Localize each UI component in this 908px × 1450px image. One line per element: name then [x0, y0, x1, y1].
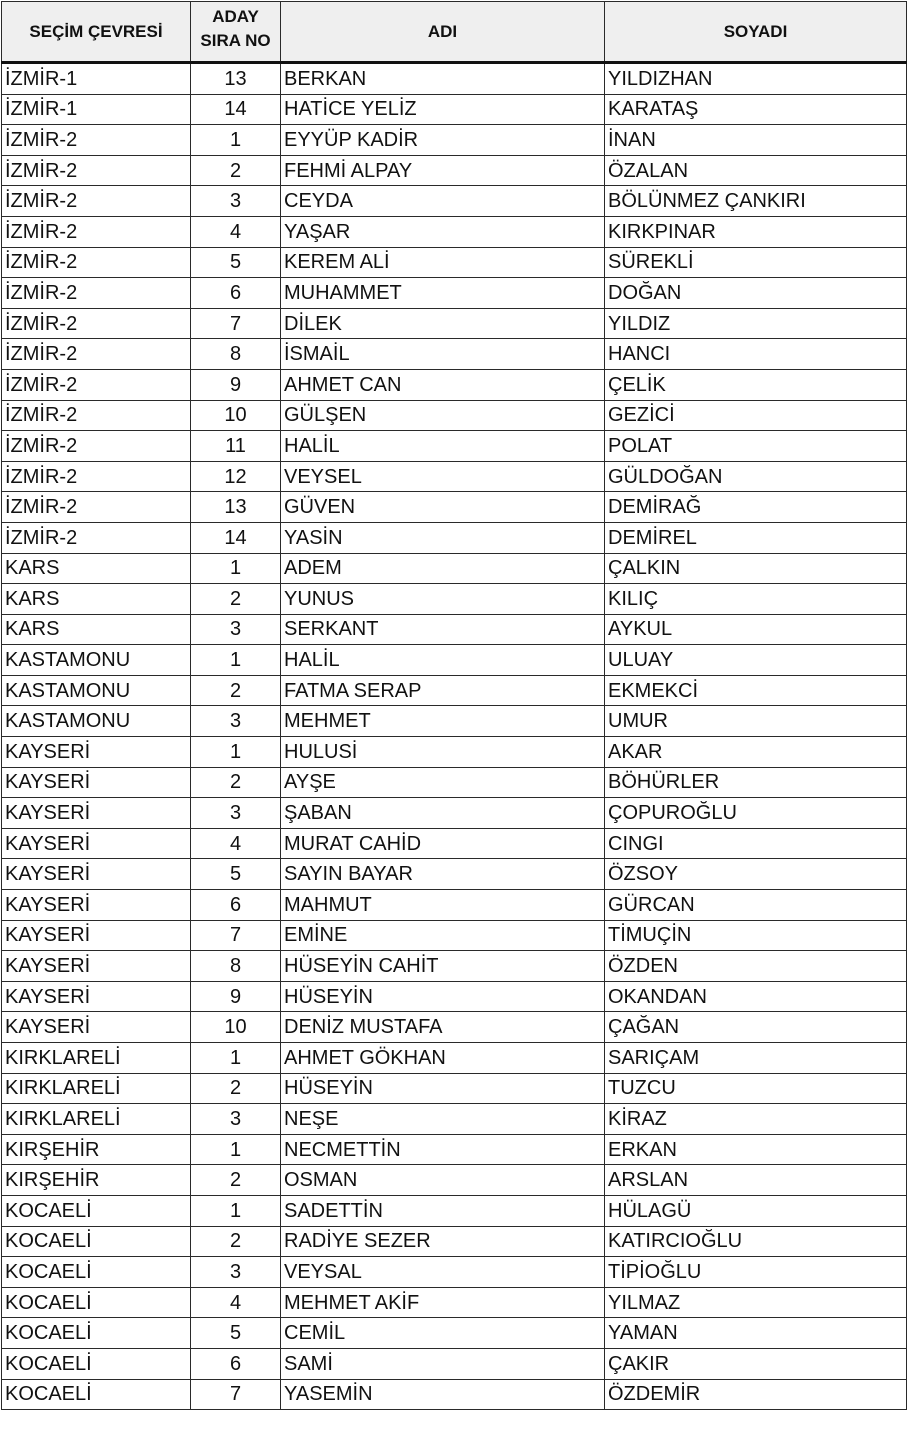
cell-last-name: KIRKPINAR	[605, 216, 907, 247]
table-row	[2, 737, 907, 768]
table-row	[2, 1195, 907, 1226]
cell-last-name: AYKUL	[605, 614, 907, 645]
cell-district: KARS	[2, 584, 191, 615]
table-row	[2, 308, 907, 339]
table-row	[2, 339, 907, 370]
table-row	[2, 981, 907, 1012]
cell-order-no: 6	[191, 1348, 281, 1379]
cell-last-name: SÜREKLİ	[605, 247, 907, 278]
header-first-name: ADI	[281, 2, 605, 63]
cell-last-name: ULUAY	[605, 645, 907, 676]
cell-order-no: 2	[191, 1165, 281, 1196]
cell-last-name: ARSLAN	[605, 1165, 907, 1196]
cell-order-no: 5	[191, 1318, 281, 1349]
table-row	[2, 492, 907, 523]
cell-district: İZMİR-2	[2, 339, 191, 370]
cell-order-no: 5	[191, 859, 281, 890]
cell-district: İZMİR-1	[2, 94, 191, 125]
cell-first-name: EMİNE	[281, 920, 605, 951]
table-row	[2, 94, 907, 125]
cell-order-no: 12	[191, 461, 281, 492]
cell-district: İZMİR-2	[2, 155, 191, 186]
cell-order-no: 10	[191, 1012, 281, 1043]
cell-last-name: ÇALKIN	[605, 553, 907, 584]
cell-first-name: YUNUS	[281, 584, 605, 615]
cell-first-name: BERKAN	[281, 63, 605, 95]
table-row	[2, 1104, 907, 1135]
cell-order-no: 6	[191, 278, 281, 309]
cell-last-name: TUZCU	[605, 1073, 907, 1104]
table-row	[2, 1287, 907, 1318]
cell-last-name: UMUR	[605, 706, 907, 737]
cell-first-name: EYYÜP KADİR	[281, 125, 605, 156]
cell-last-name: ÖZDEN	[605, 951, 907, 982]
cell-first-name: YASİN	[281, 522, 605, 553]
cell-district: KASTAMONU	[2, 706, 191, 737]
cell-first-name: HATİCE YELİZ	[281, 94, 605, 125]
cell-last-name: OKANDAN	[605, 981, 907, 1012]
cell-last-name: GEZİCİ	[605, 400, 907, 431]
cell-first-name: CEYDA	[281, 186, 605, 217]
cell-first-name: ŞABAN	[281, 798, 605, 829]
cell-order-no: 2	[191, 155, 281, 186]
cell-district: KAYSERİ	[2, 767, 191, 798]
cell-district: İZMİR-2	[2, 461, 191, 492]
cell-first-name: MEHMET AKİF	[281, 1287, 605, 1318]
cell-last-name: YAMAN	[605, 1318, 907, 1349]
table-row	[2, 1348, 907, 1379]
cell-first-name: HÜSEYİN CAHİT	[281, 951, 605, 982]
cell-district: İZMİR-2	[2, 400, 191, 431]
cell-district: İZMİR-1	[2, 63, 191, 95]
table-row	[2, 920, 907, 951]
table-row	[2, 584, 907, 615]
table-row	[2, 155, 907, 186]
table-row	[2, 890, 907, 921]
cell-last-name: DEMİRAĞ	[605, 492, 907, 523]
table-row	[2, 614, 907, 645]
cell-first-name: AYŞE	[281, 767, 605, 798]
table-row	[2, 216, 907, 247]
cell-first-name: SAMİ	[281, 1348, 605, 1379]
cell-first-name: KEREM ALİ	[281, 247, 605, 278]
cell-last-name: HÜLAGÜ	[605, 1195, 907, 1226]
table-row	[2, 1012, 907, 1043]
header-candidate-order	[191, 2, 281, 63]
cell-order-no: 1	[191, 1195, 281, 1226]
header-order-line2: SIRA NO	[200, 31, 271, 50]
header-district: SEÇİM ÇEVRESİ	[2, 2, 191, 63]
cell-district: İZMİR-2	[2, 125, 191, 156]
header-row	[2, 2, 907, 63]
table-row	[2, 767, 907, 798]
cell-order-no: 1	[191, 553, 281, 584]
cell-order-no: 3	[191, 1104, 281, 1135]
cell-order-no: 2	[191, 675, 281, 706]
cell-order-no: 7	[191, 1379, 281, 1410]
cell-first-name: GÜVEN	[281, 492, 605, 523]
cell-last-name: ERKAN	[605, 1134, 907, 1165]
cell-order-no: 5	[191, 247, 281, 278]
cell-district: KAYSERİ	[2, 981, 191, 1012]
cell-district: İZMİR-2	[2, 492, 191, 523]
cell-order-no: 3	[191, 798, 281, 829]
table-row	[2, 828, 907, 859]
cell-district: KAYSERİ	[2, 737, 191, 768]
table-row	[2, 278, 907, 309]
cell-order-no: 10	[191, 400, 281, 431]
cell-order-no: 1	[191, 1043, 281, 1074]
cell-first-name: HALİL	[281, 645, 605, 676]
cell-first-name: YAŞAR	[281, 216, 605, 247]
cell-order-no: 1	[191, 645, 281, 676]
table-row	[2, 400, 907, 431]
cell-first-name: SADETTİN	[281, 1195, 605, 1226]
cell-first-name: SERKANT	[281, 614, 605, 645]
cell-district: KAYSERİ	[2, 920, 191, 951]
table-row	[2, 1257, 907, 1288]
cell-district: KOCAELİ	[2, 1348, 191, 1379]
cell-last-name: TİMUÇİN	[605, 920, 907, 951]
table-row	[2, 461, 907, 492]
cell-order-no: 8	[191, 339, 281, 370]
cell-order-no: 8	[191, 951, 281, 982]
cell-order-no: 2	[191, 767, 281, 798]
cell-last-name: YILDIZHAN	[605, 63, 907, 95]
table-row	[2, 1073, 907, 1104]
cell-last-name: ÇAĞAN	[605, 1012, 907, 1043]
cell-first-name: RADİYE SEZER	[281, 1226, 605, 1257]
cell-first-name: CEMİL	[281, 1318, 605, 1349]
cell-last-name: ÖZDEMİR	[605, 1379, 907, 1410]
cell-district: KOCAELİ	[2, 1257, 191, 1288]
cell-last-name: POLAT	[605, 431, 907, 462]
header-order-line1: ADAY	[212, 7, 259, 26]
cell-district: KASTAMONU	[2, 645, 191, 676]
cell-last-name: HANCI	[605, 339, 907, 370]
cell-first-name: DİLEK	[281, 308, 605, 339]
cell-order-no: 2	[191, 1226, 281, 1257]
table-row	[2, 522, 907, 553]
table-row	[2, 859, 907, 890]
cell-last-name: TİPİOĞLU	[605, 1257, 907, 1288]
cell-first-name: HÜSEYİN	[281, 1073, 605, 1104]
cell-first-name: FEHMİ ALPAY	[281, 155, 605, 186]
cell-district: KARS	[2, 614, 191, 645]
cell-last-name: KILIÇ	[605, 584, 907, 615]
cell-last-name: YILDIZ	[605, 308, 907, 339]
table-row	[2, 431, 907, 462]
cell-last-name: DOĞAN	[605, 278, 907, 309]
cell-district: KAYSERİ	[2, 828, 191, 859]
cell-last-name: KİRAZ	[605, 1104, 907, 1135]
cell-district: KARS	[2, 553, 191, 584]
cell-order-no: 7	[191, 308, 281, 339]
cell-last-name: DEMİREL	[605, 522, 907, 553]
candidate-table	[1, 1, 907, 1410]
table-row	[2, 369, 907, 400]
cell-district: KIRKLARELİ	[2, 1104, 191, 1135]
cell-last-name: ÇOPUROĞLU	[605, 798, 907, 829]
cell-first-name: SAYIN BAYAR	[281, 859, 605, 890]
cell-first-name: MEHMET	[281, 706, 605, 737]
table-row	[2, 798, 907, 829]
cell-last-name: BÖLÜNMEZ ÇANKIRI	[605, 186, 907, 217]
cell-last-name: EKMEKCİ	[605, 675, 907, 706]
cell-order-no: 1	[191, 737, 281, 768]
cell-district: KOCAELİ	[2, 1379, 191, 1410]
cell-district: KOCAELİ	[2, 1226, 191, 1257]
cell-district: KAYSERİ	[2, 951, 191, 982]
cell-last-name: ÖZSOY	[605, 859, 907, 890]
table-row	[2, 1134, 907, 1165]
cell-first-name: DENİZ MUSTAFA	[281, 1012, 605, 1043]
cell-district: KOCAELİ	[2, 1318, 191, 1349]
cell-last-name: GÜLDOĞAN	[605, 461, 907, 492]
cell-last-name: CINGI	[605, 828, 907, 859]
cell-order-no: 9	[191, 981, 281, 1012]
cell-first-name: VEYSEL	[281, 461, 605, 492]
cell-last-name: YILMAZ	[605, 1287, 907, 1318]
cell-district: KIRŞEHİR	[2, 1165, 191, 1196]
cell-order-no: 4	[191, 1287, 281, 1318]
cell-district: İZMİR-2	[2, 247, 191, 278]
cell-district: KIRŞEHİR	[2, 1134, 191, 1165]
cell-order-no: 13	[191, 492, 281, 523]
cell-first-name: MURAT CAHİD	[281, 828, 605, 859]
cell-first-name: NEŞE	[281, 1104, 605, 1135]
table-row	[2, 1318, 907, 1349]
cell-first-name: OSMAN	[281, 1165, 605, 1196]
cell-order-no: 3	[191, 1257, 281, 1288]
table-row	[2, 1043, 907, 1074]
table-row	[2, 645, 907, 676]
cell-last-name: AKAR	[605, 737, 907, 768]
table-row	[2, 675, 907, 706]
cell-first-name: AHMET CAN	[281, 369, 605, 400]
cell-first-name: NECMETTİN	[281, 1134, 605, 1165]
cell-order-no: 2	[191, 584, 281, 615]
table-header	[2, 2, 907, 63]
cell-first-name: YASEMİN	[281, 1379, 605, 1410]
cell-district: İZMİR-2	[2, 216, 191, 247]
cell-last-name: SARIÇAM	[605, 1043, 907, 1074]
table-row	[2, 706, 907, 737]
table-row	[2, 951, 907, 982]
cell-first-name: VEYSAL	[281, 1257, 605, 1288]
cell-order-no: 4	[191, 216, 281, 247]
cell-district: İZMİR-2	[2, 522, 191, 553]
header-last-name: SOYADI	[605, 2, 907, 63]
cell-order-no: 1	[191, 1134, 281, 1165]
cell-order-no: 11	[191, 431, 281, 462]
cell-first-name: MAHMUT	[281, 890, 605, 921]
cell-first-name: HÜSEYİN	[281, 981, 605, 1012]
table-row	[2, 1226, 907, 1257]
cell-last-name: KATIRCIOĞLU	[605, 1226, 907, 1257]
cell-district: İZMİR-2	[2, 431, 191, 462]
cell-order-no: 1	[191, 125, 281, 156]
cell-order-no: 14	[191, 522, 281, 553]
table-row	[2, 247, 907, 278]
cell-last-name: GÜRCAN	[605, 890, 907, 921]
cell-first-name: AHMET GÖKHAN	[281, 1043, 605, 1074]
cell-last-name: ÖZALAN	[605, 155, 907, 186]
cell-order-no: 6	[191, 890, 281, 921]
cell-first-name: HULUSİ	[281, 737, 605, 768]
cell-order-no: 4	[191, 828, 281, 859]
cell-district: İZMİR-2	[2, 308, 191, 339]
cell-order-no: 3	[191, 186, 281, 217]
cell-first-name: GÜLŞEN	[281, 400, 605, 431]
cell-first-name: MUHAMMET	[281, 278, 605, 309]
cell-district: KAYSERİ	[2, 798, 191, 829]
cell-last-name: ÇELİK	[605, 369, 907, 400]
cell-district: KASTAMONU	[2, 675, 191, 706]
cell-district: İZMİR-2	[2, 278, 191, 309]
cell-district: KIRKLARELİ	[2, 1043, 191, 1074]
cell-district: KAYSERİ	[2, 890, 191, 921]
cell-order-no: 9	[191, 369, 281, 400]
cell-first-name: FATMA SERAP	[281, 675, 605, 706]
table-row	[2, 125, 907, 156]
table-body	[2, 63, 907, 1410]
cell-first-name: İSMAİL	[281, 339, 605, 370]
cell-order-no: 13	[191, 63, 281, 95]
cell-last-name: BÖHÜRLER	[605, 767, 907, 798]
cell-order-no: 7	[191, 920, 281, 951]
cell-order-no: 14	[191, 94, 281, 125]
cell-district: İZMİR-2	[2, 369, 191, 400]
table-row	[2, 1379, 907, 1410]
cell-last-name: İNAN	[605, 125, 907, 156]
cell-first-name: HALİL	[281, 431, 605, 462]
table-row	[2, 553, 907, 584]
cell-order-no: 3	[191, 614, 281, 645]
cell-district: KOCAELİ	[2, 1195, 191, 1226]
cell-district: KAYSERİ	[2, 1012, 191, 1043]
cell-first-name: ADEM	[281, 553, 605, 584]
cell-district: KOCAELİ	[2, 1287, 191, 1318]
cell-order-no: 3	[191, 706, 281, 737]
table-row	[2, 63, 907, 95]
cell-district: KAYSERİ	[2, 859, 191, 890]
cell-district: İZMİR-2	[2, 186, 191, 217]
cell-last-name: ÇAKIR	[605, 1348, 907, 1379]
table-row	[2, 1165, 907, 1196]
cell-district: KIRKLARELİ	[2, 1073, 191, 1104]
cell-last-name: KARATAŞ	[605, 94, 907, 125]
table-row	[2, 186, 907, 217]
cell-order-no: 2	[191, 1073, 281, 1104]
